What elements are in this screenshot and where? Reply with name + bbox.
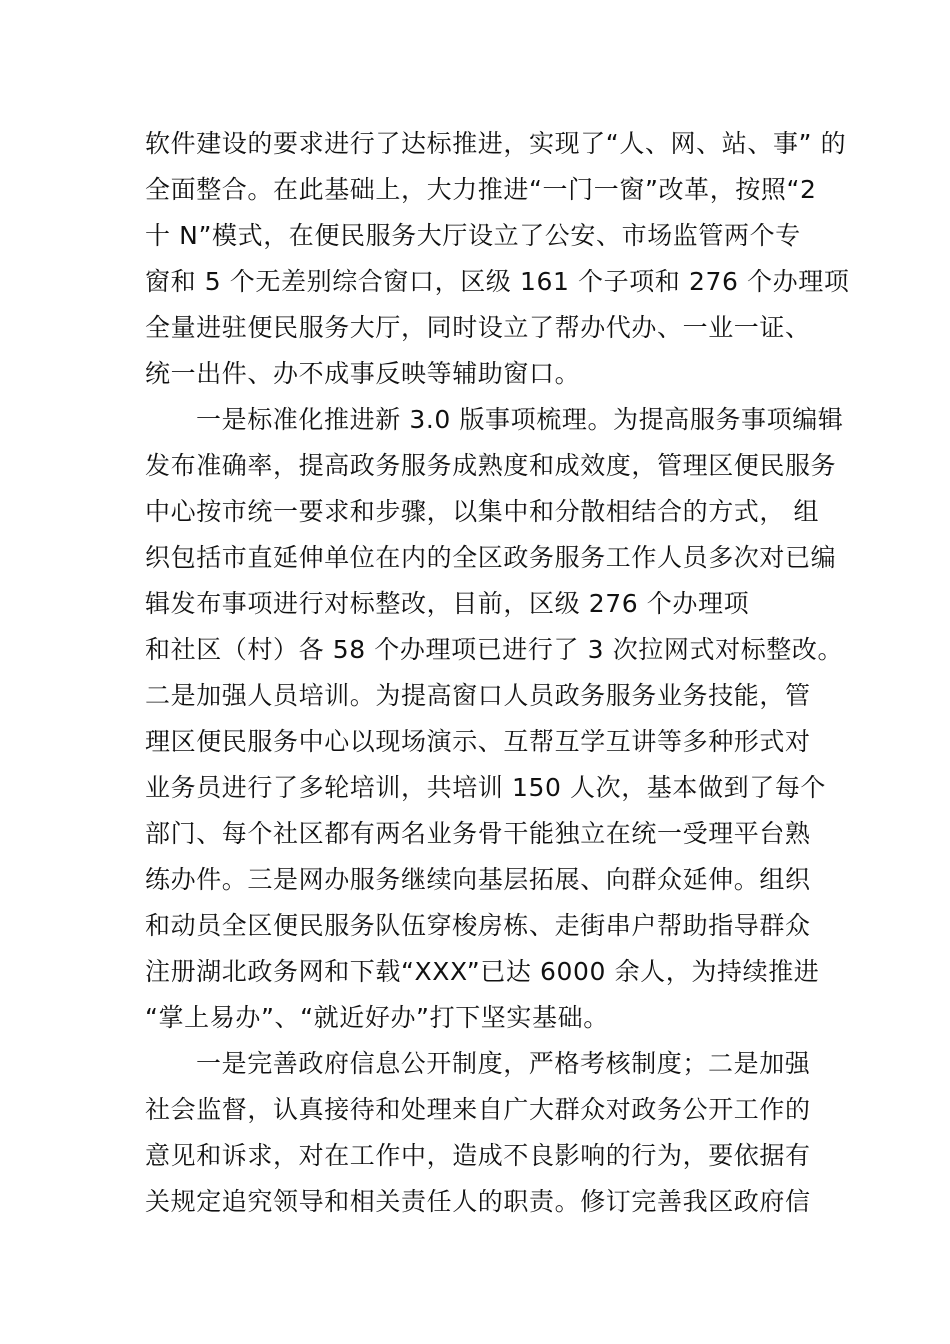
text-line: “掌上易办”、“就近好办”打下坚实基础。 [145,1003,609,1032]
text-line: 十 N”模式，在便民服务大厅设立了公安、市场监管两个专 [145,221,801,250]
text-line: 中心按市统一要求和步骤，以集中和分散相结合的方式， 组 [145,497,820,526]
text-line: 关规定追究领导和相关责任人的职责。修订完善我区政府信 [145,1187,811,1216]
text-line: 和社区（村）各 58 个办理项已进行了 3 次拉网式对标整改。 [145,635,844,664]
text-line: 全量进驻便民服务大厅，同时设立了帮办代办、一业一证、 [145,313,811,342]
text-line: 意见和诉求，对在工作中，造成不良影响的行为，要依据有 [145,1141,811,1170]
text-line: 窗和 5 个无差别综合窗口，区级 161 个子项和 276 个办理项 [145,267,850,296]
text-line: 部门、每个社区都有两名业务骨干能独立在统一受理平台熟 [145,819,811,848]
text-line: 织包括市直延伸单位在内的全区政务服务工作人员多次对已编 [145,543,837,572]
text-line: 理区便民服务中心以现场演示、互帮互学互讲等多种形式对 [145,727,811,756]
text-line: 全面整合。在此基础上，大力推进“一门一窗”改革，按照“2 [145,175,817,204]
paragraph-start-line: 一是标准化推进新 3.0 版事项梳理。为提高服务事项编辑 [196,405,844,434]
text-line: 社会监督，认真接待和处理来自广大群众对政务公开工作的 [145,1095,811,1124]
text-line: 软件建设的要求进行了达标推进，实现了“人、网、站、事” 的 [145,129,847,158]
text-line: 二是加强人员培训。为提高窗口人员政务服务业务技能，管 [145,681,811,710]
text-line: 发布准确率，提高政务服务成熟度和成效度，管理区便民服务 [145,451,837,480]
text-line: 统一出件、办不成事反映等辅助窗口。 [145,359,581,388]
text-line: 辑发布事项进行对标整改，目前，区级 276 个办理项 [145,589,750,618]
paragraph-start-line: 一是完善政府信息公开制度，严格考核制度；二是加强 [196,1049,811,1078]
text-line: 业务员进行了多轮培训，共培训 150 人次，基本做到了每个 [145,773,827,802]
text-line: 和动员全区便民服务队伍穿梭房栋、走街串户帮助指导群众 [145,911,811,940]
text-line: 练办件。三是网办服务继续向基层拓展、向群众延伸。组织 [145,865,811,894]
text-line: 注册湖北政务网和下载“XXX”已达 6000 余人，为持续推进 [145,957,820,986]
